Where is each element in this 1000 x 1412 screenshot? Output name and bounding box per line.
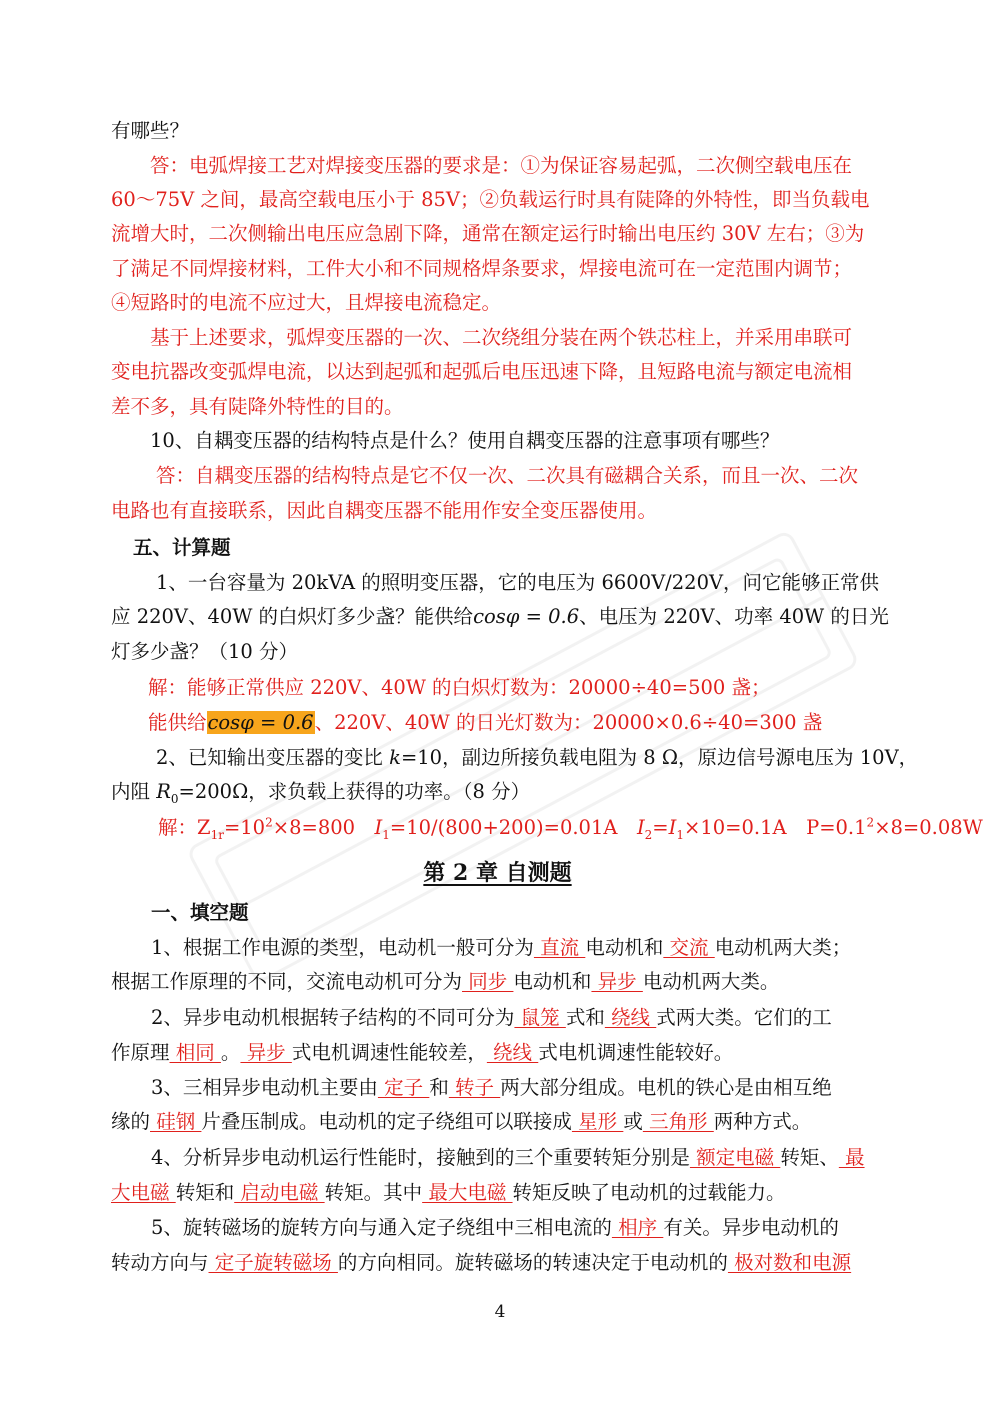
section-heading-calc: 五、计算题 (133, 536, 231, 559)
calc-question-1: 1、一台容量为 20kVA 的照明变压器，它的电压为 6600V/220V，问它能够正常供 (156, 571, 880, 594)
fill-question-1: 1、根据工作电源的类型，电动机一般可分为 直流 电动机和 交流 电动机两大类； (151, 936, 852, 959)
answer-line: 了满足不同焊接材料，工件大小和不同规格焊条要求，焊接电流可在一定范围内调节； (111, 257, 853, 280)
solution-line: 解：$Z_{1r}=10^2\times 8=800$ $I_1=10/(800+200)=0.01A$ $I_2=I_1\times 10=0.1A$ $P=0.1^2\times 8=0.08W$ (158, 815, 983, 842)
answer-line: 基于上述要求，弧焊变压器的一次、二次绕组分装在两个铁芯柱上，并采用串联可 (150, 326, 853, 349)
highlighted-formula: cosφ = 0.6 (207, 711, 314, 734)
calc-question-2: 2、已知输出变压器的变比 k=10，副边所接负载电阻为 8 Ω，原边信号源电压为 10V， (156, 746, 919, 769)
page-number: 4 (494, 1302, 506, 1322)
solution-line: 解：能够正常供应 220V、40W 的白炽灯数为：20000÷40=500 盏； (148, 676, 771, 699)
answer-line: 流增大时，二次侧输出电压应急剧下降，通常在额定运行时输出电压约 30V 左右；③为 (111, 222, 865, 245)
cos-phi-formula: cosφ = 0.6 (473, 605, 580, 628)
answer-line: ④短路时的电流不应过大，且焊接电流稳定。 (111, 291, 502, 314)
fill-question-5: 5、旋转磁场的旋转方向与通入定子绕组中三相电流的 相序 有关。异步电动机的 (151, 1216, 839, 1239)
chapter-title: 第 2 章 自测题 (423, 860, 572, 886)
calc-question-1: 灯多少盏？（10 分） (111, 640, 299, 663)
answer-line: 电路也有直接联系，因此自耦变压器不能用作安全变压器使用。 (111, 499, 658, 522)
text-line: 有哪些？ (111, 119, 190, 142)
fill-question-2: 2、异步电动机根据转子结构的不同可分为 鼠笼 式和 绕线 式两大类。它们的工 (151, 1006, 832, 1029)
answer-line: 变电抗器改变弧焊电流，以达到起弧和起弧后电压迅速下降，且短路电流与额定电流相 (111, 360, 853, 383)
fill-question-3: 3、三相异步电动机主要由 定子 和 转子 两大部分组成。电机的铁心是由相互绝 (151, 1076, 832, 1099)
question-10: 10、自耦变压器的结构特点是什么？使用自耦变压器的注意事项有哪些？ (150, 429, 780, 452)
fill-question-4: 大电磁 转矩和 启动电磁 转矩。其中 最大电磁 转矩反映了电动机的过载能力。 (111, 1181, 786, 1204)
answer-line: 60～75V 之间，最高空载电压小于 85V；②负载运行时具有陡降的外特性，即当负载电 (111, 188, 870, 211)
fill-question-1: 根据工作原理的不同，交流电动机可分为 同步 电动机和 异步 电动机两大类。 (111, 970, 780, 993)
fill-question-3: 缘的 硅钢 片叠压制成。电动机的定子绕组可以联接成 星形 或 三角形 两种方式。 (111, 1110, 812, 1133)
calc-question-1: 应 220V、40W 的白炽灯多少盏？能供给cosφ = 0.6、电压为 220V、功率 40W 的日光 (111, 605, 889, 628)
solution-line: 能供给cosφ = 0.6、220V、40W 的日光灯数为：20000×0.6÷40=300 盏 (148, 711, 823, 734)
calc-question-2: 内阻 $R_0=200\Omega$，求负载上获得的功率。（8 分） (111, 780, 531, 806)
answer-line: 差不多，具有陡降外特性的目的。 (111, 395, 404, 418)
fill-question-2: 作原理 相同 。 异步 式电机调速性能较差， 绕线 式电机调速性能较好。 (111, 1041, 734, 1064)
answer-line: 答：电弧焊接工艺对焊接变压器的要求是：①为保证容易起弧，二次侧空载电压在 (150, 154, 853, 177)
answer-line: 答：自耦变压器的结构特点是它不仅一次、二次具有磁耦合关系，而且一次、二次 (156, 464, 859, 487)
fill-question-4: 4、分析异步电动机运行性能时，接触到的三个重要转矩分别是 额定电磁 转矩、 最 (151, 1146, 865, 1169)
section-heading-fill: 一、填空题 (151, 901, 249, 924)
fill-question-5: 转动方向与 定子旋转磁场 的方向相同。旋转磁场的转速决定于电动机的 极对数和电源 (111, 1251, 852, 1274)
